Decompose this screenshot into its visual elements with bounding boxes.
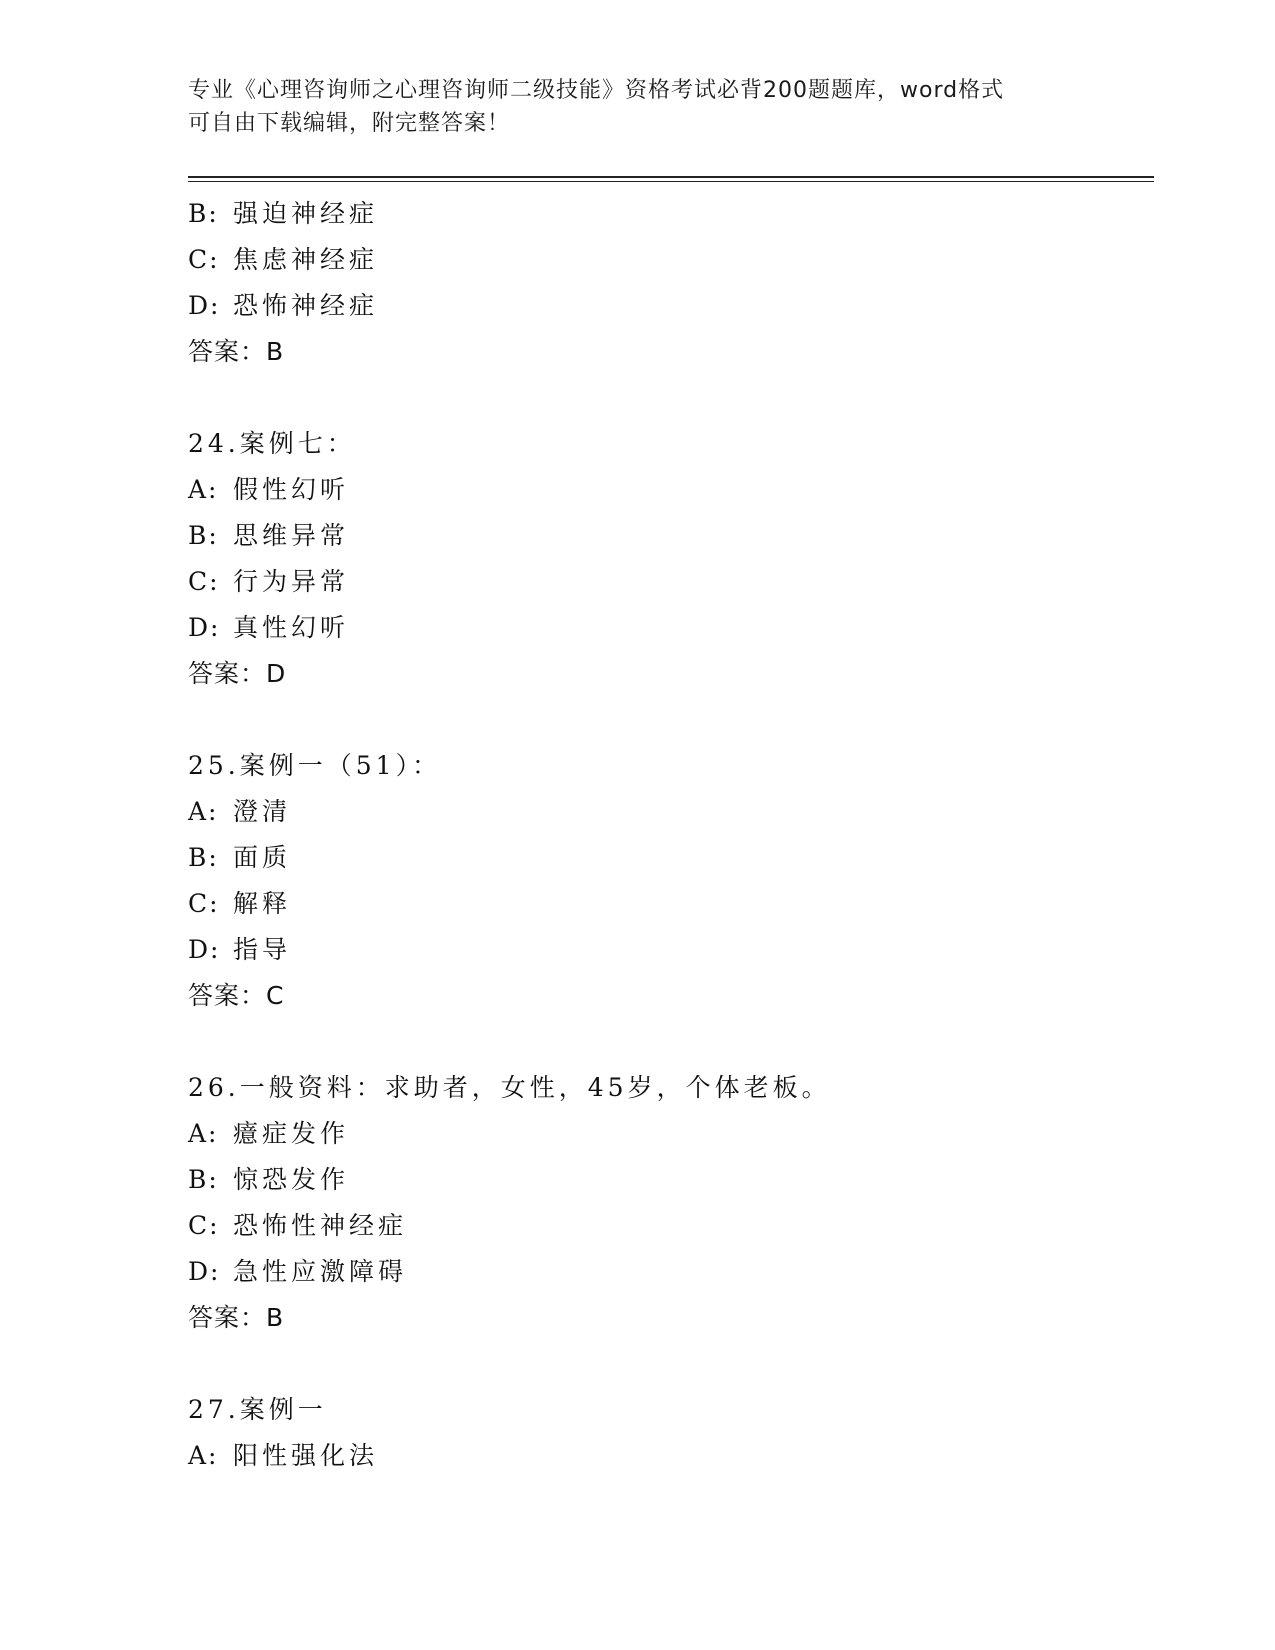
option-row (188, 191, 1148, 237)
option-row (188, 881, 1148, 927)
option-row (188, 513, 1148, 559)
option-row (188, 283, 1148, 329)
option-letter: A: (188, 1119, 219, 1148)
option-text: 指导 (233, 935, 292, 964)
option-text: 澄清 (233, 797, 292, 826)
option-row (188, 559, 1148, 605)
option-text: 癔症发作 (233, 1119, 350, 1148)
option-text: 恐怖神经症 (233, 291, 379, 320)
option-letter: D: (188, 935, 221, 964)
question-stem: 25.案例一（51）： (188, 751, 442, 780)
option-text: 急性应激障碍 (233, 1257, 408, 1286)
option-letter: C: (188, 1211, 220, 1240)
option-letter: C: (188, 245, 220, 274)
option-row (188, 1249, 1148, 1295)
option-row (188, 789, 1148, 835)
header-divider-thick (188, 176, 1154, 178)
question-stem: 26.一般资料：求助者，女性，45岁，个体老板。 (188, 1073, 831, 1102)
document-header (188, 74, 1088, 140)
question-stem: 24.案例七： (188, 429, 356, 458)
option-text: 思维异常 (233, 521, 350, 550)
option-text: 解释 (233, 889, 292, 918)
option-letter: B: (188, 1165, 219, 1194)
option-text: 焦虑神经症 (233, 245, 379, 274)
option-row (188, 835, 1148, 881)
answer-line: 答案：B (188, 1303, 285, 1332)
answer-line: 答案：B (188, 337, 285, 366)
option-text: 面质 (233, 843, 292, 872)
question-block (188, 743, 1148, 1065)
option-letter: D: (188, 613, 221, 642)
question-block (188, 1387, 1148, 1479)
question-list (188, 191, 1148, 1479)
option-letter: B: (188, 843, 219, 872)
option-row (188, 467, 1148, 513)
question-block (188, 421, 1148, 743)
option-row (188, 1203, 1148, 1249)
answer-line: 答案：D (188, 659, 287, 688)
option-text: 恐怖性神经症 (233, 1211, 408, 1240)
question-block (188, 1065, 1148, 1387)
option-text: 阳性强化法 (233, 1441, 379, 1470)
option-row (188, 605, 1148, 651)
option-row (188, 1111, 1148, 1157)
option-row (188, 1433, 1148, 1479)
question-block (188, 191, 1148, 421)
option-letter: D: (188, 291, 221, 320)
question-stem: 27.案例一 (188, 1395, 327, 1424)
option-text: 惊恐发作 (233, 1165, 350, 1194)
answer-line: 答案：C (188, 981, 285, 1010)
header-divider-thin (188, 181, 1154, 182)
option-letter: B: (188, 521, 219, 550)
option-text: 假性幻听 (233, 475, 350, 504)
option-letter: C: (188, 889, 220, 918)
option-text: 强迫神经症 (233, 199, 379, 228)
option-row (188, 237, 1148, 283)
header-line-1: 专业《心理咨询师之心理咨询师二级技能》资格考试必背200题题库，word格式 (188, 78, 1005, 103)
option-letter: D: (188, 1257, 221, 1286)
option-letter: A: (188, 797, 219, 826)
option-letter: A: (188, 1441, 219, 1470)
option-row (188, 1157, 1148, 1203)
option-text: 真性幻听 (233, 613, 350, 642)
option-letter: B: (188, 199, 219, 228)
option-letter: A: (188, 475, 219, 504)
option-text: 行为异常 (233, 567, 350, 596)
option-letter: C: (188, 567, 220, 596)
header-line-2: 可自由下载编辑，附完整答案！ (188, 111, 511, 136)
option-row (188, 927, 1148, 973)
